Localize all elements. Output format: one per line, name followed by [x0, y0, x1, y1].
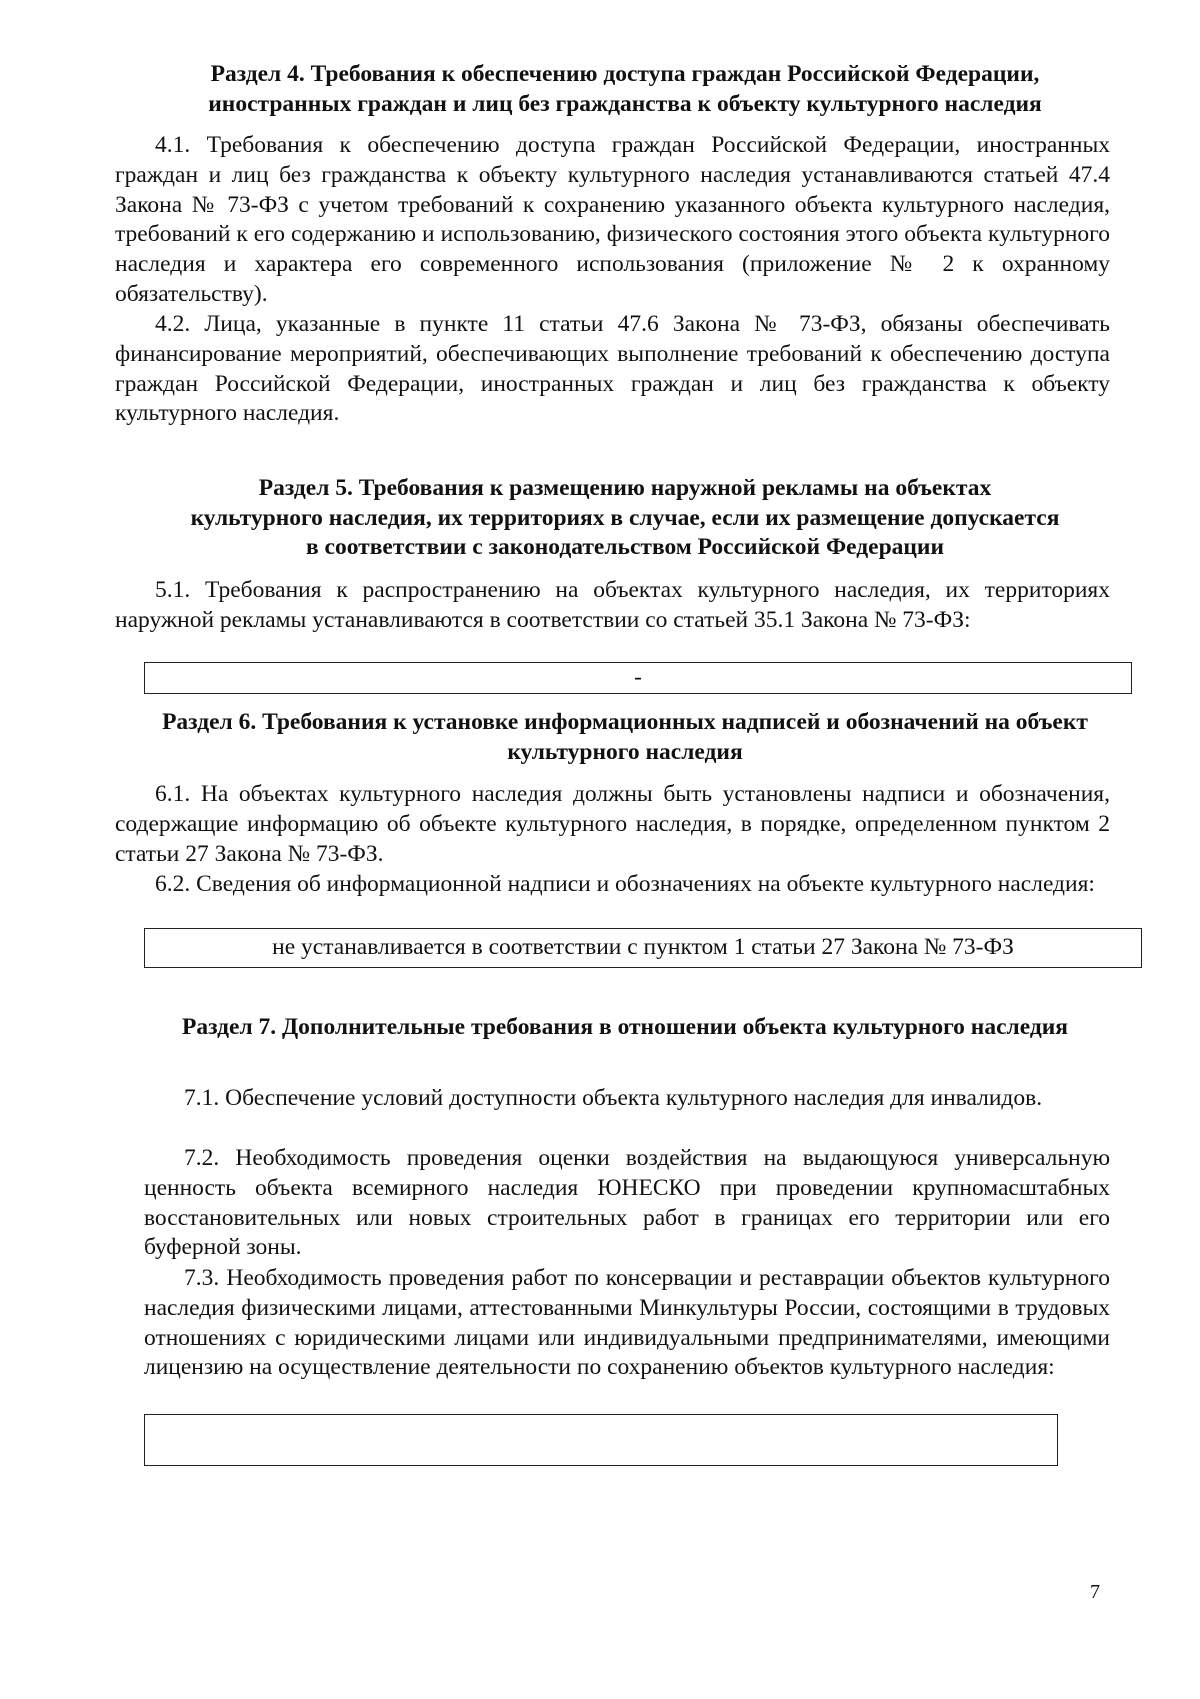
section-7-paragraph-1: 7.1. Обеспечение условий доступности объекта культурного наследия для инвалидов. [184, 1085, 1043, 1111]
section-6-value-box [144, 928, 1142, 968]
section-6-paragraph-1: 6.1. На объектах культурного наследия должны быть установлены надписи и обозначения, содержащие информацию об объекте культурного наследия, в порядке, определенном пунктом 2 статьи 27 Закона № 73-ФЗ. [115, 781, 1110, 867]
page-number: 7 [1090, 1581, 1100, 1603]
section-5-value: - [634, 664, 642, 690]
section-6-paragraph-2: 6.2. Сведения об информационной надписи и обозначениях на объекте культурного наследия: [155, 871, 1095, 897]
section-4-heading: Раздел 4. Требования к обеспечению доступа граждан Российской Федерации, иностранных граждан и лиц без гражданства к объекту культурного наследия [208, 61, 1042, 117]
section-6-value: не устанавливается в соответствии с пунктом 1 статьи 27 Закона № 73-ФЗ [272, 934, 1014, 960]
section-7-heading: Раздел 7. Дополнительные требования в отношении объекта культурного наследия [182, 1014, 1068, 1040]
section-7-paragraph-3: 7.3. Необходимость проведения работ по консервации и реставрации объектов культурного наследия физическими лицами, аттестованными Минкультуры России, состоящими в трудовых отношениях с юридическими лицами или индивидуальными предпринимателями, имеющими лицензию на осуществление деятельности по сохранению объектов культурного наследия: [144, 1265, 1110, 1381]
section-7-value-box [144, 1414, 1058, 1466]
section-7-paragraph-2: 7.2. Необходимость проведения оценки воздействия на выдающуюся универсальную ценность объекта всемирного наследия ЮНЕСКО при проведении крупномасштабных восстановительных или новых строительных работ в границах его территории или его буферной зоны. [144, 1145, 1110, 1261]
section-6-heading: Раздел 6. Требования к установке информационных надписей и обозначений на объект культурного наследия [162, 709, 1088, 765]
section-5-heading: Раздел 5. Требования к размещению наружной рекламы на объектах культурного наследия, их территориях в случае, если их размещение допускается в соответствии с законодательством Российской Федерации [190, 475, 1060, 560]
section-5-value-box [144, 662, 1132, 694]
section-4-paragraph-2: 4.2. Лица, указанные в пункте 11 статьи 47.6 Закона № 73-ФЗ, обязаны обеспечивать финансирование мероприятий, обеспечивающих выполнение требований к обеспечению доступа граждан Российской Федерации, иностранных граждан и лиц без гражданства к объекту культурного наследия. [115, 311, 1110, 427]
section-4-paragraph-1: 4.1. Требования к обеспечению доступа граждан Российской Федерации, иностранных граждан и лиц без гражданства к объекту культурного наследия устанавливаются статьей 47.4 Закона № 73-ФЗ с учетом требований к сохранению указанного объекта культурного наследия, требований к его содержанию и использованию, физического состояния этого объекта культурного наследия и характера его современного использования (приложение № 2 к охранному обязательству). [115, 132, 1110, 307]
section-5-paragraph-1: 5.1. Требования к распространению на объектах культурного наследия, их территориях наружной рекламы устанавливаются в соответствии со статьей 35.1 Закона № 73-ФЗ: [115, 577, 1110, 633]
